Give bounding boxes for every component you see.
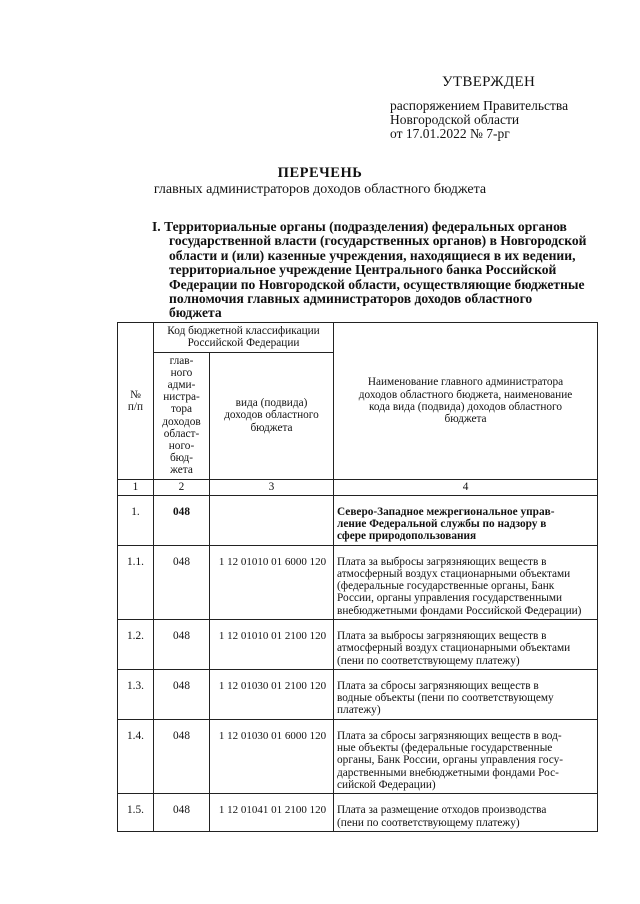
row-admin-code: 048 xyxy=(154,794,210,832)
header-name-line: доходов областного бюджета, наименование xyxy=(358,388,573,401)
section-heading-line: территориальное учреждение Центрального банка Российской xyxy=(169,262,557,278)
approval-stamp xyxy=(390,74,620,141)
column-number-row xyxy=(118,479,598,495)
row-num: 1.2. xyxy=(118,620,154,670)
row-num: 1.1. xyxy=(118,545,154,619)
row-name-line: водные объекты (пени по соответствующему xyxy=(337,692,554,705)
column-number: 3 xyxy=(210,479,334,495)
row-name-line: Плата за сбросы загрязняющих веществ в вод- xyxy=(337,729,562,742)
row-type-code xyxy=(210,495,334,545)
header-admin-line: бюд- xyxy=(169,452,194,465)
column-number: 4 xyxy=(334,479,598,495)
header-admin-line: област- xyxy=(163,427,200,440)
row-name-line: сийской Федерации) xyxy=(337,778,436,791)
document-title: ПЕРЕЧЕНЬ xyxy=(277,165,363,181)
section-heading-line: области и (или) казенные учреждения, находящиеся в их ведении, xyxy=(169,247,576,263)
row-name-line: России, органы управления государственными xyxy=(337,592,563,605)
row-name-line: сфере природопользования xyxy=(337,530,477,543)
row-name-line: Плата за сбросы загрязняющих веществ в xyxy=(337,679,539,692)
header-num-line: п/п xyxy=(127,400,144,413)
row-name-line: Плата за размещение отходов производства xyxy=(337,804,547,817)
header-name-line: Наименование главного администратора xyxy=(367,376,564,389)
table-row xyxy=(118,794,598,832)
header-admin-line: глав- xyxy=(169,354,194,367)
approval-heading: УТВЕРЖДЕН xyxy=(442,74,536,90)
row-name-line: дарственными внебюджетными фондами Рос- xyxy=(337,766,559,779)
row-name-line: (пени по соответствующему платежу) xyxy=(337,816,520,829)
row-name xyxy=(334,794,598,832)
row-name-line: платежу) xyxy=(337,704,381,717)
approval-line: от 17.01.2022 № 7-рг xyxy=(390,126,510,141)
row-name-line: внебюджетными фондами Российской Федерации) xyxy=(337,604,582,617)
document-subtitle: главных администраторов доходов областного бюджета xyxy=(153,182,487,197)
header-admin-line: тора xyxy=(170,403,193,416)
header-name-line: кода вида (подвида) доходов областного xyxy=(369,400,563,413)
approval-line: распоряжением Правительства xyxy=(390,98,569,113)
header-type-code xyxy=(210,352,334,479)
row-admin-code: 048 xyxy=(154,719,210,793)
header-kbk-group xyxy=(154,323,334,353)
row-name xyxy=(334,495,598,545)
row-type-code: 1 12 01030 01 6000 120 xyxy=(210,719,334,793)
header-type-line: доходов областного xyxy=(224,409,319,422)
section-heading-line: I. Территориальные органы (подразделения) федеральных органов xyxy=(152,219,567,234)
header-num xyxy=(118,323,154,480)
row-admin-code: 048 xyxy=(154,669,210,719)
header-kbk-line: Код бюджетной классификации xyxy=(167,325,320,337)
header-admin-line: ного xyxy=(170,366,193,379)
row-name-line: (пени по соответствующему платежу) xyxy=(337,654,520,667)
row-type-code: 1 12 01041 01 2100 120 xyxy=(210,794,334,832)
row-name-line: Северо-Западное межрегиональное управ- xyxy=(337,505,555,518)
row-admin-code: 048 xyxy=(154,545,210,619)
row-name-line: ные объекты (федеральные государственные xyxy=(337,742,553,755)
approval-line: Новгородской области xyxy=(390,112,520,127)
row-num: 1.4. xyxy=(118,719,154,793)
table-row xyxy=(118,620,598,670)
row-name-line: атмосферный воздух стационарными объектами xyxy=(337,642,571,655)
row-admin-code: 048 xyxy=(154,495,210,545)
table-row xyxy=(118,495,598,545)
header-type-line: вида (подвида) xyxy=(235,397,308,410)
header-admin-code xyxy=(154,352,210,479)
table-row xyxy=(118,719,598,793)
section-heading-line: государственной власти (государственных органов) в Новгородской xyxy=(169,233,587,249)
column-number: 2 xyxy=(154,479,210,495)
row-name xyxy=(334,719,598,793)
header-name-line: бюджета xyxy=(444,413,487,426)
row-name xyxy=(334,620,598,670)
row-name-line: ление Федеральной службы по надзору в xyxy=(337,517,547,530)
revenue-administrators-table xyxy=(117,322,598,832)
row-num: 1.5. xyxy=(118,794,154,832)
header-admin-line: ного- xyxy=(168,440,195,453)
row-num: 1. xyxy=(118,495,154,545)
row-name-line: органы, Банк России, органы управления госу- xyxy=(337,754,564,767)
section-heading-line: бюджета xyxy=(169,305,222,321)
table-header-row xyxy=(118,323,598,353)
header-admin-line: жета xyxy=(170,464,193,477)
header-type-line: бюджета xyxy=(250,421,293,434)
section-heading-line: Федерации по Новгородской области, осуществляющие бюджетные xyxy=(169,276,585,292)
row-admin-code: 048 xyxy=(154,620,210,670)
table-row xyxy=(118,545,598,619)
header-admin-line: адми- xyxy=(167,379,196,391)
section-heading-line: полномочия главных администраторов доходов областного xyxy=(169,291,533,307)
row-name xyxy=(334,545,598,619)
row-name-line: (федеральные государственные органы, Банк xyxy=(337,580,555,593)
header-kbk-line: Российской Федерации xyxy=(187,337,300,350)
column-number: 1 xyxy=(118,479,154,495)
section-heading xyxy=(152,220,602,321)
row-type-code: 1 12 01030 01 2100 120 xyxy=(210,669,334,719)
header-admin-line: нистра- xyxy=(163,391,200,404)
row-type-code: 1 12 01010 01 2100 120 xyxy=(210,620,334,670)
row-name-line: Плата за выбросы загрязняющих веществ в xyxy=(337,555,547,568)
table-row xyxy=(118,669,598,719)
row-num: 1.3. xyxy=(118,669,154,719)
row-name-line: Плата за выбросы загрязняющих веществ в xyxy=(337,630,547,642)
row-name xyxy=(334,669,598,719)
header-name xyxy=(334,323,598,480)
header-admin-line: доходов xyxy=(162,415,201,428)
row-type-code: 1 12 01010 01 6000 120 xyxy=(210,545,334,619)
header-num-line: № xyxy=(130,388,141,401)
row-name-line: атмосферный воздух стационарными объектами xyxy=(337,567,571,580)
